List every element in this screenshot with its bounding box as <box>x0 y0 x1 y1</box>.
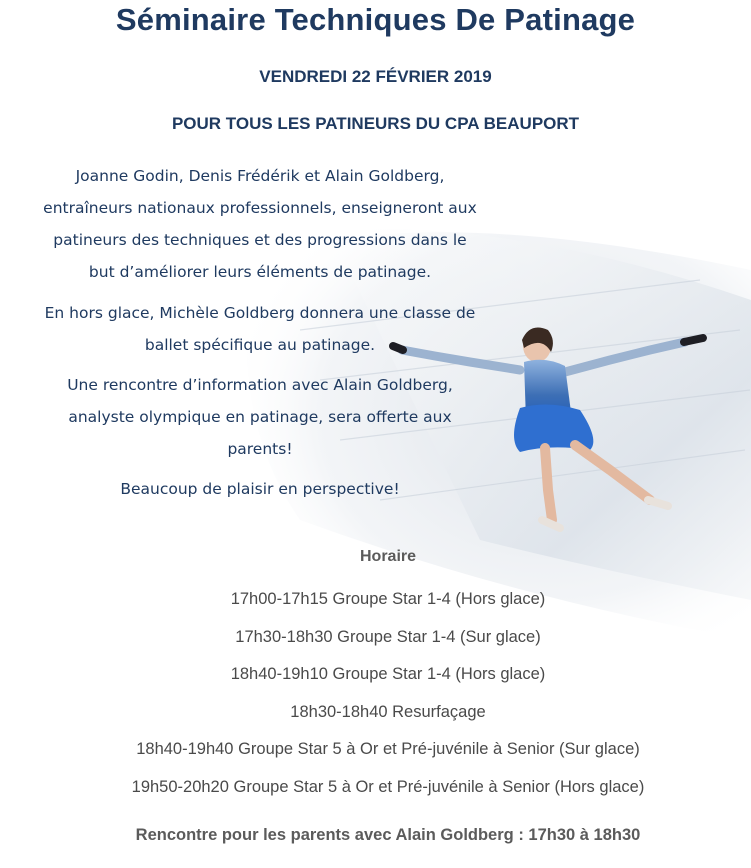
audience-line: POUR TOUS LES PATINEURS DU CPA BEAUPORT <box>171 114 580 133</box>
intro-line: Beaucoup de plaisir en perspective! <box>120 480 400 498</box>
intro-line: ballet spécifique au patinage. <box>144 336 376 354</box>
parents-meeting: Rencontre pour les parents avec Alain Goldberg : 17h30 à 18h30 <box>135 826 641 844</box>
intro-line: parents! <box>227 440 293 458</box>
intro-line: Une rencontre d’information avec Alain Goldberg, <box>67 376 453 394</box>
intro-text <box>0 160 520 513</box>
schedule-item: 19h50-20h20 Groupe Star 5 à Or et Pré-juvénile à Senior (Hors glace) <box>131 777 645 796</box>
intro-paragraph-ballet <box>0 297 520 361</box>
intro-paragraph-coaches <box>0 160 520 288</box>
schedule-item: 17h30-18h30 Groupe Star 1-4 (Sur glace) <box>235 627 541 646</box>
page-title: Séminaire Techniques De Patinage <box>115 2 636 37</box>
intro-line: Joanne Godin, Denis Frédérik et Alain Goldberg, <box>75 167 445 185</box>
intro-line: analyste olympique en patinage, sera offerte aux <box>68 408 452 426</box>
schedule-item: 17h00-17h15 Groupe Star 1-4 (Hors glace) <box>230 590 546 608</box>
intro-line: En hors glace, Michèle Goldberg donnera une classe de <box>44 304 476 322</box>
schedule-item: 18h40-19h40 Groupe Star 5 à Or et Pré-juvénile à Senior (Sur glace) <box>136 740 640 758</box>
intro-paragraph-closing <box>0 473 520 505</box>
intro-line: but d’améliorer leurs éléments de patinage. <box>88 263 432 281</box>
intro-paragraph-meeting <box>0 369 520 465</box>
schedule-item: 18h40-19h10 Groupe Star 1-4 (Hors glace) <box>230 665 546 683</box>
event-date: VENDREDI 22 FÉVRIER 2019 <box>259 67 492 86</box>
schedule-list <box>0 584 751 809</box>
intro-line: patineurs des techniques et des progressions dans le <box>53 231 467 249</box>
intro-line: entraîneurs nationaux professionnels, enseigneront aux <box>43 199 477 217</box>
schedule-item: 18h30-18h40 Resurfaçage <box>290 702 486 721</box>
schedule-heading: Horaire <box>359 548 417 565</box>
